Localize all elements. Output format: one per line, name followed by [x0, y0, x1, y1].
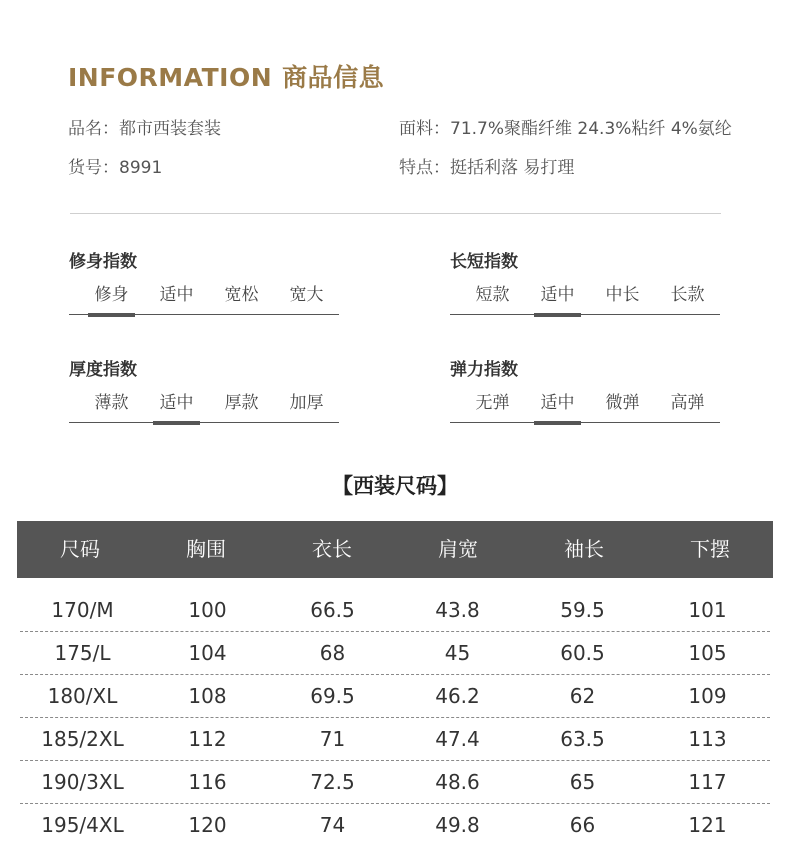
- cell-sleeve: 66: [569, 813, 596, 837]
- elasticity-option-high: 高弹: [670, 393, 705, 413]
- cell-sleeve: 60.5: [560, 641, 605, 665]
- length-index-scale: [450, 282, 720, 315]
- cell-shoulder: 47.4: [435, 727, 480, 751]
- thickness-option-thin: 薄款: [94, 393, 129, 413]
- elasticity-index: [450, 358, 720, 423]
- cell-size: 170/M: [51, 598, 114, 622]
- cell-size: 180/XL: [47, 684, 118, 708]
- size-table-header: [17, 521, 773, 578]
- elasticity-option-none: 无弹: [475, 393, 510, 413]
- thickness-option-extra-thick: 加厚: [289, 393, 324, 413]
- product-feature: 特点：挺括利落 易打理: [399, 158, 575, 178]
- fit-option-slim: 修身: [79, 282, 144, 314]
- thickness-option-regular: 适中: [144, 390, 209, 422]
- cell-chest: 104: [188, 641, 227, 665]
- table-row: [20, 589, 770, 632]
- cell-sleeve: 62: [569, 684, 596, 708]
- cell-chest: 100: [188, 598, 227, 622]
- cell-chest: 112: [188, 727, 227, 751]
- cell-sleeve: 65: [569, 770, 596, 794]
- fit-option-wide: 宽大: [289, 285, 324, 305]
- cell-hem: 113: [688, 727, 727, 751]
- cell-shoulder: 43.8: [435, 598, 480, 622]
- fit-index-scale: [69, 282, 339, 315]
- cell-hem: 121: [688, 813, 727, 837]
- fit-option-regular: 适中: [159, 285, 194, 305]
- cell-length: 71: [319, 727, 346, 751]
- header-size: 尺码: [60, 537, 100, 561]
- thickness-index-title: 厚度指数: [69, 360, 137, 380]
- length-index-title: 长短指数: [450, 252, 518, 272]
- fit-index: [69, 250, 339, 315]
- table-row: [20, 675, 770, 718]
- fit-option-loose: 宽松: [224, 285, 259, 305]
- header-shoulder: 肩宽: [438, 537, 478, 561]
- thickness-index-scale: [69, 390, 339, 423]
- cell-size: 185/2XL: [41, 727, 124, 751]
- elasticity-index-scale: [450, 390, 720, 423]
- cell-size: 190/3XL: [41, 770, 124, 794]
- table-row: [20, 632, 770, 675]
- heading-english: INFORMATION: [68, 63, 273, 92]
- length-option-long: 长款: [670, 285, 705, 305]
- cell-length: 66.5: [310, 598, 355, 622]
- length-option-short: 短款: [475, 285, 510, 305]
- cell-chest: 116: [188, 770, 227, 794]
- header-chest: 胸围: [186, 537, 226, 561]
- header-sleeve: 袖长: [564, 537, 604, 561]
- header-length: 衣长: [312, 537, 352, 561]
- table-row: [20, 804, 770, 846]
- product-fabric: 面料：71.7%聚酯纤维 24.3%粘纤 4%氨纶: [399, 119, 732, 139]
- header-hem: 下摆: [690, 537, 730, 561]
- size-table-body: [20, 589, 770, 846]
- cell-size: 175/L: [54, 641, 111, 665]
- page-heading: [68, 58, 384, 94]
- thickness-option-thick: 厚款: [224, 393, 259, 413]
- cell-length: 69.5: [310, 684, 355, 708]
- fit-index-title: 修身指数: [69, 252, 137, 272]
- length-option-mid-long: 中长: [605, 285, 640, 305]
- cell-hem: 101: [688, 598, 727, 622]
- cell-sleeve: 59.5: [560, 598, 605, 622]
- size-table-title: 【西装尺码】: [332, 474, 458, 498]
- cell-hem: 117: [688, 770, 727, 794]
- cell-size: 195/4XL: [41, 813, 124, 837]
- cell-hem: 109: [688, 684, 727, 708]
- length-index: [450, 250, 720, 315]
- cell-shoulder: 48.6: [435, 770, 480, 794]
- product-name: 品名：都市西装套装: [68, 119, 221, 139]
- thickness-index: [69, 358, 339, 423]
- cell-chest: 120: [188, 813, 227, 837]
- product-item-number: 货号：8991: [68, 158, 163, 178]
- elasticity-index-title: 弹力指数: [450, 360, 518, 380]
- cell-length: 74: [319, 813, 346, 837]
- cell-length: 68: [319, 641, 346, 665]
- elasticity-option-regular: 适中: [525, 390, 590, 422]
- cell-hem: 105: [688, 641, 727, 665]
- table-row: [20, 718, 770, 761]
- cell-shoulder: 45: [444, 641, 471, 665]
- cell-sleeve: 63.5: [560, 727, 605, 751]
- cell-shoulder: 49.8: [435, 813, 480, 837]
- elasticity-option-slight: 微弹: [605, 393, 640, 413]
- cell-chest: 108: [188, 684, 227, 708]
- length-option-regular: 适中: [525, 282, 590, 314]
- table-row: [20, 761, 770, 804]
- cell-length: 72.5: [310, 770, 355, 794]
- cell-shoulder: 46.2: [435, 684, 480, 708]
- section-divider: [70, 213, 721, 214]
- heading-chinese: 商品信息: [282, 63, 385, 92]
